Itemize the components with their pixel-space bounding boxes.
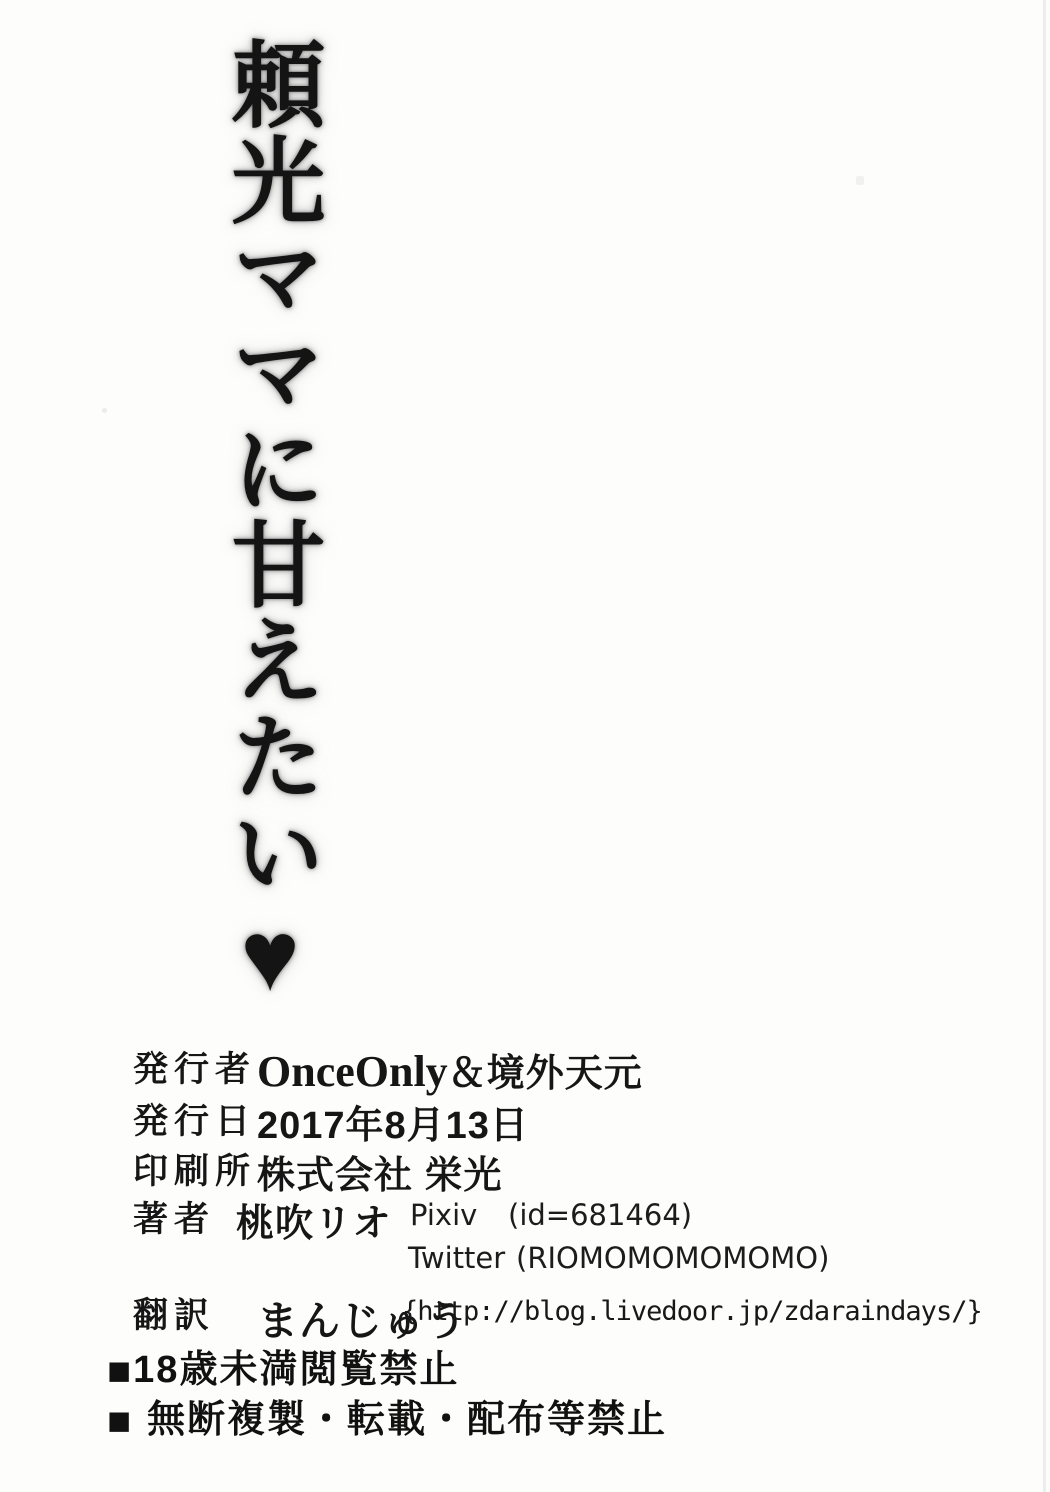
printer-label: 印刷所 xyxy=(133,1152,257,1191)
colophon-row-date xyxy=(0,1094,1050,1147)
colophon-row-author xyxy=(0,1192,1050,1245)
notice-no-reproduction xyxy=(107,1388,667,1444)
colophon-row-publisher xyxy=(0,1042,1050,1096)
black-square-bullet-icon: ■ xyxy=(107,1399,134,1443)
page-title-vertical xyxy=(202,36,338,1012)
author-label: 著者 xyxy=(133,1200,216,1239)
colophon-row-printer xyxy=(0,1144,1050,1197)
publisher-label: 発行者 xyxy=(133,1050,257,1089)
date-label: 発行日 xyxy=(133,1102,257,1141)
notice-age-restriction xyxy=(107,1338,459,1394)
translator-name: まんじゅう xyxy=(257,1298,467,1344)
colophon-row-translator xyxy=(0,1288,1050,1344)
publisher-circle-name: OnceOnly xyxy=(257,1047,448,1096)
page-title-text: 頼光ママに甘えたい xyxy=(218,36,323,900)
notice-age-restriction-text: 18歳未満閲覧禁止 xyxy=(133,1349,460,1391)
publisher-co-circle-name: ＆境外天元 xyxy=(447,1053,643,1095)
translator-blog-url: {http://blog.livedoor.jp/zdaraindays/} xyxy=(402,1296,982,1327)
printer-value: 株式会社 栄光 xyxy=(257,1155,503,1197)
twitter-label: Twitter xyxy=(408,1241,506,1275)
scan-speck xyxy=(102,408,107,413)
notice-no-reproduction-text: 無断複製・転載・配布等禁止 xyxy=(147,1399,668,1441)
black-square-bullet-icon: ■ xyxy=(107,1349,134,1393)
pixiv-id: (id=681464) xyxy=(508,1198,693,1232)
scan-speck xyxy=(856,176,864,185)
date-value: 2017年8月13日 xyxy=(257,1105,529,1147)
twitter-id: (RIOMOMOMOMOMO) xyxy=(516,1241,830,1275)
publisher-value xyxy=(257,1042,643,1097)
pixiv-label: Pixiv xyxy=(410,1198,478,1232)
colophon-row-twitter xyxy=(0,1237,1050,1283)
heart-icon: ♥ xyxy=(214,900,326,1012)
translator-label: 翻訳 xyxy=(133,1296,216,1335)
author-name: 桃吹リオ xyxy=(236,1203,392,1245)
